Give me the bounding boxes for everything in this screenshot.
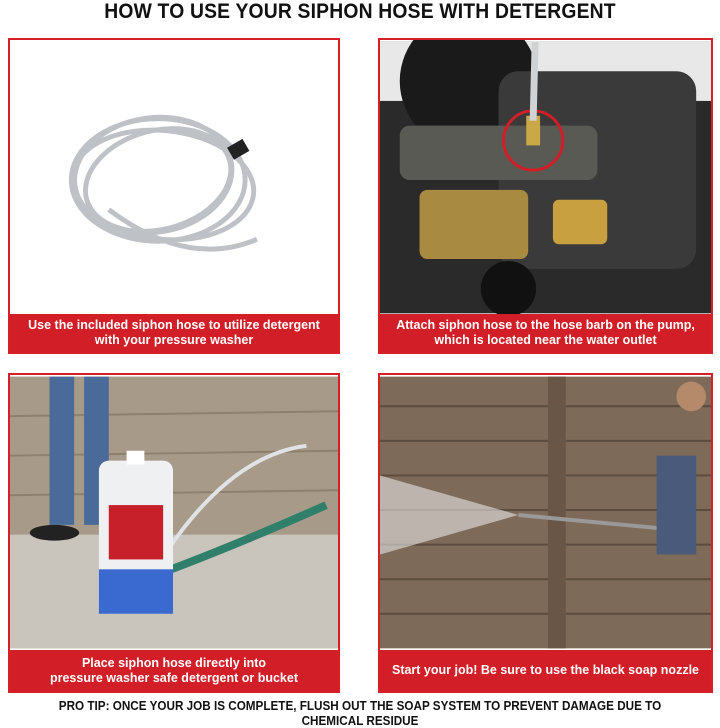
caption-line: pressure washer safe detergent or bucket [49,670,298,685]
pump-hose-barb-image [380,40,711,315]
caption-line: which is located near the water outlet [434,333,657,347]
coiled-siphon-hose-image [10,40,338,315]
step-3-caption [10,650,338,691]
step-4-caption [380,650,711,691]
caption-line: Attach siphon hose to the hose barb on the pump, [396,318,695,332]
step-2-caption [380,314,711,352]
step-2-panel [378,38,713,354]
detergent-jug-image [10,375,338,650]
step-1-caption [10,314,338,352]
caption-line: Place siphon hose directly into [81,655,267,670]
page-title: HOW TO USE YOUR SIPHON HOSE WITH DETERGENT [104,0,616,23]
caption-line: Use the included siphon hose to utilize detergent [28,318,320,332]
step-4-panel [378,373,713,693]
pro-tip: PRO TIP: ONCE YOUR JOB IS COMPLETE, FLUSH OUT THE SOAP SYSTEM TO PREVENT DAMAGE DUE TO CHEMICAL RESIDUE [58,698,662,728]
washing-fence-image [380,375,711,650]
caption-line: Start your job! Be sure to use the black soap nozzle [391,663,699,677]
step-1-panel [8,38,340,354]
step-3-panel [8,373,340,693]
caption-line: with your pressure washer [94,333,254,347]
